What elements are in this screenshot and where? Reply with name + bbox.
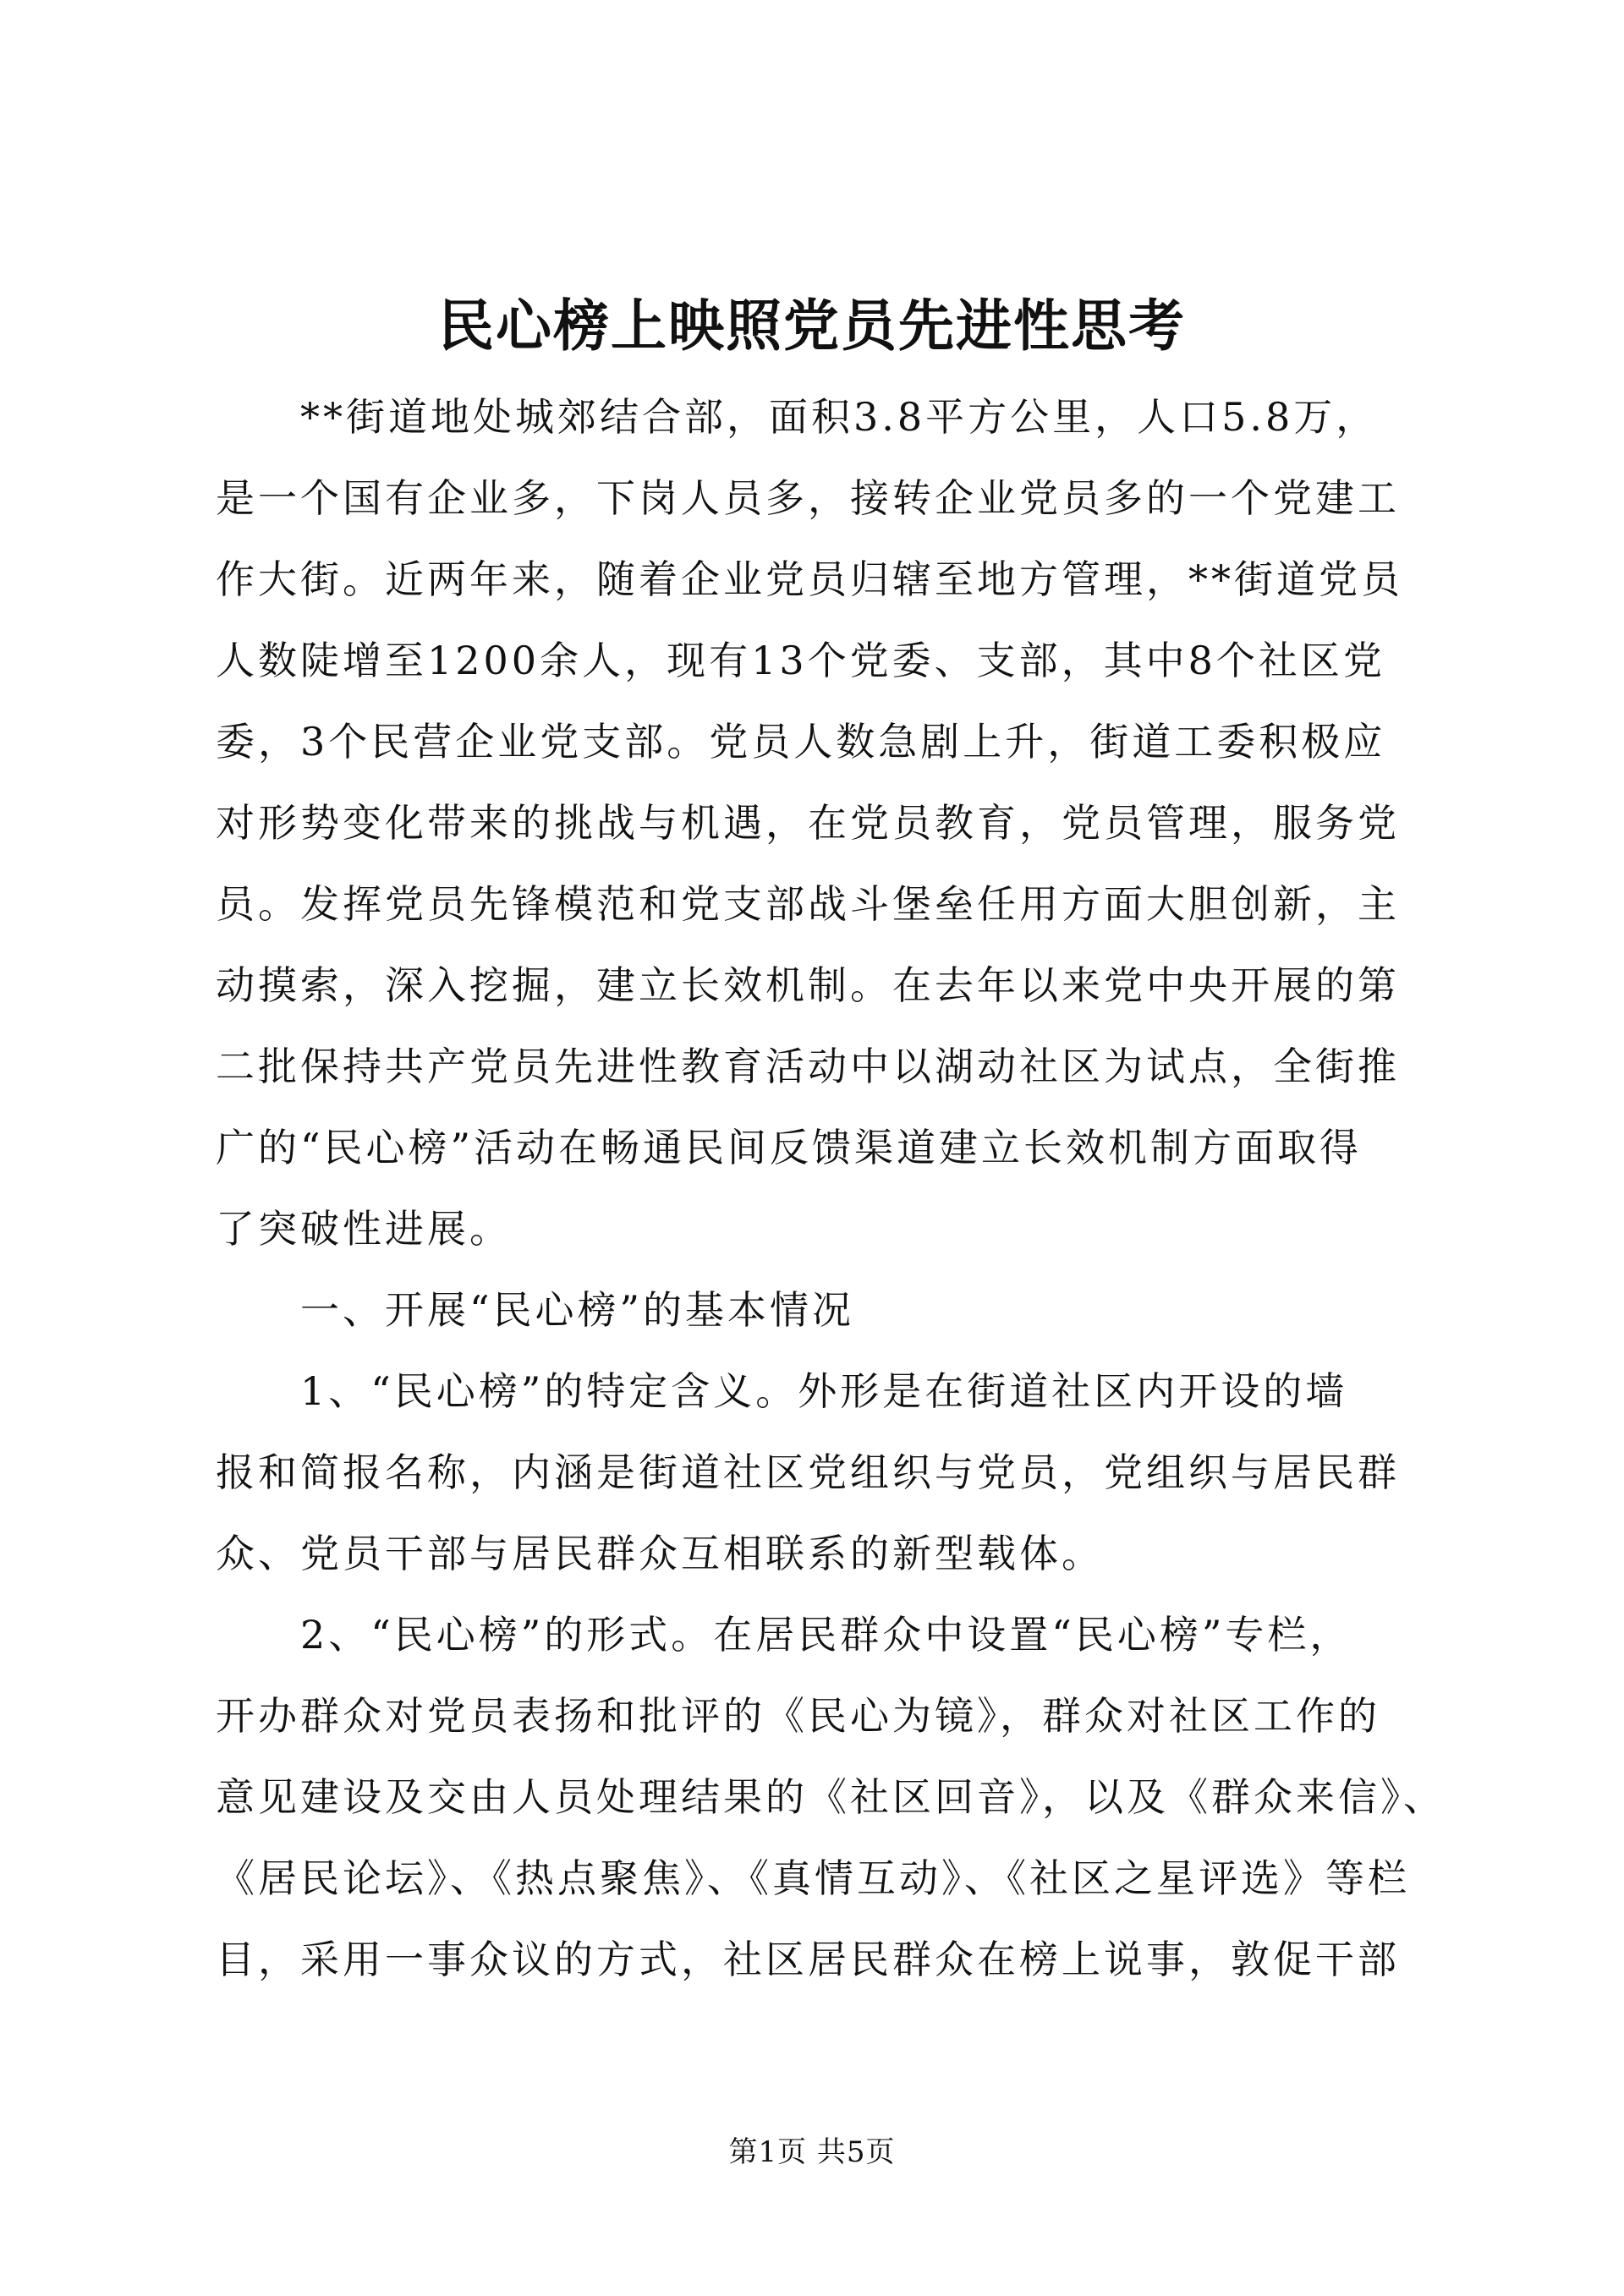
document-body (216, 376, 1459, 2025)
text-line: 开办群众对党员表扬和批评的《民心为镜》，群众对社区工作的 (216, 1693, 1380, 1739)
text-line: 对形势变化带来的挑战与机遇，在党员教育，党员管理，服务党 (216, 800, 1400, 846)
text-line: 了突破性进展。 (216, 1206, 512, 1252)
text-line: 众、党员干部与居民群众互相联系的新型载体。 (216, 1531, 1104, 1576)
text-line: 是一个国有企业多，下岗人员多，接转企业党员多的一个党建工 (216, 475, 1400, 521)
text-line: 报和简报名称，内涵是街道社区党组织与党员，党组织与居民群 (216, 1449, 1400, 1495)
page-number-footer: 第1页 共5页 (728, 2135, 896, 2169)
text-line: 广的“民心榜”活动在畅通民间反馈渠道建立长效机制方面取得 (216, 1125, 1363, 1170)
text-line: 动摸索，深入挖掘，建立长效机制。在去年以来党中央开展的第 (216, 962, 1400, 1008)
document-title: 民心榜上映照党员先进性思考 (438, 293, 1186, 359)
text-line: 2、“民心榜”的形式。在居民群众中设置“民心榜”专栏， (300, 1612, 1352, 1658)
text-line: 二批保持共产党员先进性教育活动中以湖动社区为试点，全街推 (216, 1044, 1400, 1089)
text-line: **街道地处城郊结合部，面积3.8平方公里，人口5.8万， (300, 394, 1379, 440)
text-line: 目，采用一事众议的方式，社区居民群众在榜上说事，敦促干部 (216, 1937, 1400, 1982)
text-line: 作大街。近两年来，随着企业党员归辖至地方管理，**街道党员 (216, 556, 1403, 602)
text-line: 员。发挥党员先锋模范和党支部战斗堡垒任用方面大胆创新，主 (216, 881, 1400, 927)
text-line: 意见建设及交由人员处理结果的《社区回音》，以及《群众来信》、 (216, 1774, 1446, 1820)
section-heading: 一、开展“民心榜”的基本情况 (300, 1287, 855, 1333)
text-line: 委，3个民营企业党支部。党员人数急剧上升，街道工委积极应 (216, 719, 1386, 764)
text-line: 人数陡增至1200余人，现有13个党委、支部，其中8个社区党 (216, 638, 1385, 683)
text-line: 1、“民心榜”的特定含义。外形是在街道社区内开设的墙 (300, 1368, 1348, 1414)
text-line: 《居民论坛》、《热点聚焦》、《真情互动》、《社区之星评选》等栏 (216, 1855, 1410, 1901)
